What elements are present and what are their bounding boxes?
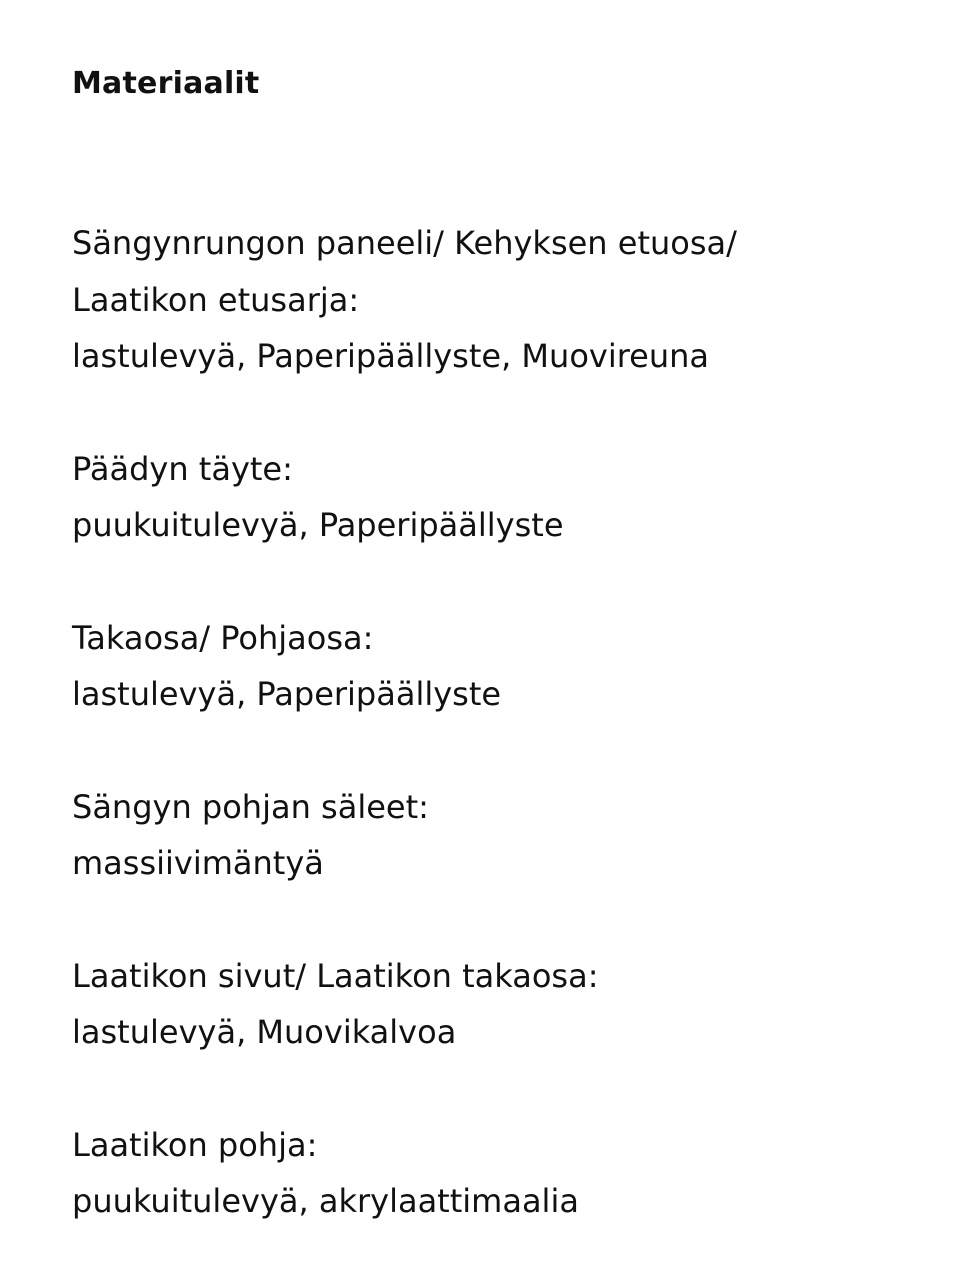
material-description: lastulevyä, Muovikalvoa [72, 1013, 457, 1051]
material-item [72, 1117, 932, 1230]
page-title: Materiaalit [72, 66, 260, 101]
part-name: Laatikon sivut/ Laatikon takaosa: [72, 956, 599, 995]
material-item [72, 948, 932, 1061]
part-name: Päädyn täyte: [72, 449, 293, 488]
material-item [72, 215, 932, 385]
material-description: puukuitulevyä, akrylaattimaalia [72, 1182, 579, 1220]
material-description: lastulevyä, Paperipäällyste, Muovireuna [72, 337, 710, 375]
material-item [72, 779, 932, 892]
material-list [72, 215, 932, 1286]
material-description: puukuitulevyä, Paperipäällyste [72, 506, 564, 544]
part-name: Sängynrungon paneeli/ Kehyksen etuosa/ [72, 224, 737, 262]
material-item [72, 441, 932, 554]
material-description: lastulevyä, Paperipäällyste [72, 675, 502, 713]
part-name-continued: Laatikon etusarja: [72, 280, 360, 319]
part-name: Takaosa/ Pohjaosa: [72, 618, 374, 657]
material-item [72, 610, 932, 723]
material-description: massiivimäntyä [72, 844, 324, 882]
part-name: Sängyn pohjan säleet: [72, 787, 429, 826]
part-name: Laatikon pohja: [72, 1125, 318, 1164]
